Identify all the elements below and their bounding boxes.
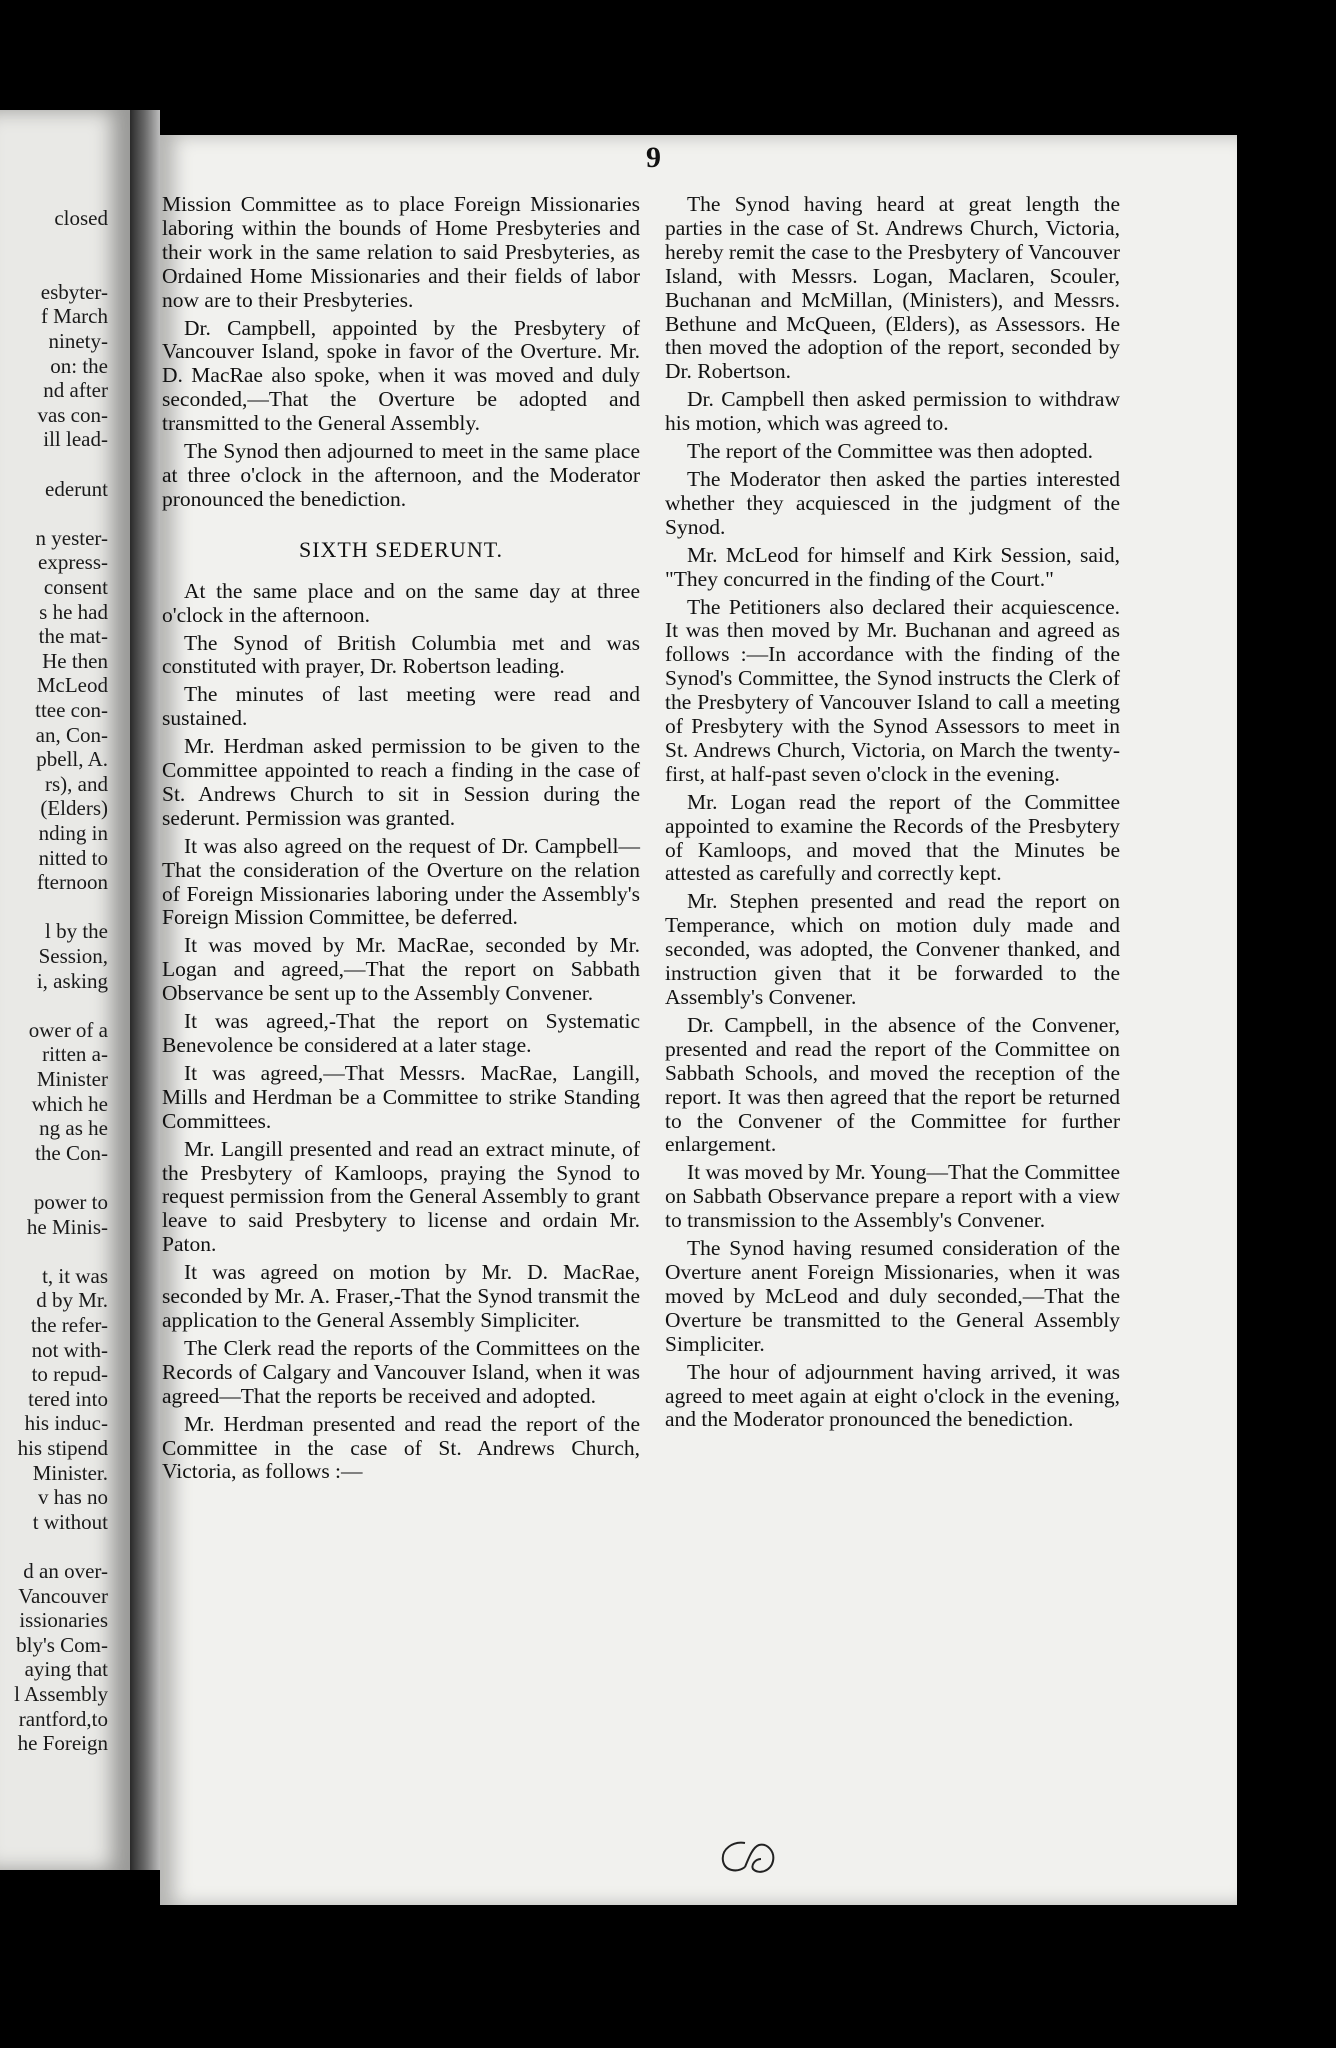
previous-page-line: He then: [42, 648, 108, 673]
previous-page-line: vas con-: [37, 402, 108, 427]
previous-page-line: rs), and: [45, 771, 108, 796]
previous-page-line: t without: [32, 1509, 108, 1534]
previous-page-line: Minister.: [32, 1460, 108, 1485]
paragraph: Mission Committee as to place Foreign Missionaries laboring within the bounds of Home Presbyteries and their work in the same relation to said Presbyteries, as Ordained Home Missionaries and their fields of labor now are to their Presbyteries.: [162, 192, 640, 312]
paragraph: Mr. Herdman asked permission to be given to the Committee appointed to reach a finding in the case of St. Andrews Church to sit in Session during the sederunt. Permission was granted.: [162, 734, 640, 830]
previous-page-line: (Elders): [40, 796, 108, 821]
previous-page-line: to repud-: [31, 1362, 108, 1387]
paragraph: The Synod having resumed consideration of the Overture anent Foreign Missionaries, when it was moved by McLeod and duly seconded,—That the Overture be transmitted to the General Assembly Simpliciter.: [665, 1236, 1120, 1356]
previous-page-line: the refer-: [30, 1313, 108, 1337]
previous-page-line: d an over-: [23, 1559, 108, 1583]
previous-page-line: s he had: [39, 599, 108, 624]
paragraph: It was moved by Mr. MacRae, seconded by Mr. Logan and agreed,—That the report on Sabbath Observance be sent up to the Assembly Convener.: [162, 933, 640, 1006]
previous-page-line: i, asking: [36, 968, 108, 993]
previous-page-line: ower of a: [28, 1017, 108, 1042]
previous-page-line: power to: [33, 1190, 108, 1214]
paragraph: It was also agreed on the request of Dr. Campbell—That the consideration of the Overture on the relation of Foreign Missionaries laboring under the Assembly's Foreign Mission Committee, be deferred.: [162, 833, 640, 930]
previous-page-line: aying that: [24, 1657, 108, 1682]
previous-page-line: express-: [38, 550, 108, 575]
right-column: [665, 193, 1120, 1436]
paragraph: It was agreed,—That Messrs. MacRae, Langill, Mills and Herdman be a Committee to strike Standing Committees.: [162, 1060, 640, 1133]
previous-page-edge: [0, 110, 130, 1870]
previous-page-line: the Con-: [35, 1140, 108, 1165]
previous-page-line: not with-: [31, 1337, 108, 1362]
left-column: [160, 193, 640, 1488]
previous-page-line: v has no: [38, 1485, 108, 1510]
previous-page-line: Vancouver: [18, 1583, 108, 1608]
previous-page-line: Session,: [38, 944, 108, 968]
previous-page-line: fternoon: [36, 870, 108, 895]
paragraph: Mr. Stephen presented and read the report on Temperance, which on motion duly made and seconded, was adopted, the Convener thanked, and instruction given that it be forwarded to the Assembly's Convener.: [665, 889, 1120, 1009]
paragraph: Mr. Herdman presented and read the report of the Committee in the case of St. Andrews Church, Victoria, as follows :—: [162, 1411, 640, 1484]
paragraph: It was moved by Mr. Young—That the Committee on Sabbath Observance prepare a report with a view to transmission to the Assembly's Convener.: [665, 1160, 1120, 1233]
previous-page-line: McLeod: [36, 673, 108, 698]
previous-page-line: consent: [43, 575, 108, 599]
previous-page-line: his stipend: [17, 1436, 108, 1460]
previous-page-line: his induc-: [24, 1411, 108, 1436]
paragraph: Dr. Campbell then asked permission to withdraw his motion, which was agreed to.: [665, 387, 1120, 436]
previous-page-line: he Foreign: [17, 1731, 108, 1756]
book-gutter: [130, 110, 160, 1870]
previous-page-line: d by Mr.: [36, 1288, 108, 1313]
paragraph: The Synod of British Columbia met and was constituted with prayer, Dr. Robertson leading.: [162, 630, 640, 679]
previous-page-line: t, it was: [42, 1263, 108, 1288]
page: [160, 135, 1237, 1905]
paragraph: The Petitioners also declared their acquiescence. It was then moved by Mr. Buchanan and agreed as follows :—In accordance with the finding of the Synod's Committee, the Synod instructs the Clerk of the Presbytery of Vancouver Island to call a meeting of Presbytery with the Synod Assessors to meet in St. Andrews Church, Victoria, on March the twenty-first, at half-past seven o'clock in the evening.: [665, 594, 1120, 786]
previous-page-line: ng as he: [39, 1116, 108, 1141]
previous-page-line: pbell, A.: [36, 747, 108, 772]
previous-page-line: on: the: [50, 353, 108, 378]
handwritten-mark: [715, 1835, 785, 1879]
paragraph: It was agreed on motion by Mr. D. MacRae, seconded by Mr. A. Fraser,-That the Synod transmit the application to the General Assembly Simpliciter.: [162, 1260, 640, 1332]
previous-page-line: esbyter-: [40, 279, 108, 304]
paragraph: The minutes of last meeting were read and sustained.: [162, 682, 640, 731]
previous-page-line: l by the: [45, 919, 108, 944]
previous-page-line: rantford,to: [18, 1706, 108, 1731]
previous-page-line: which he: [31, 1091, 108, 1116]
previous-page-line: ederunt: [45, 476, 108, 501]
paragraph: At the same place and on the same day at three o'clock in the afternoon.: [162, 578, 640, 627]
previous-page-line: f March: [40, 304, 108, 329]
paragraph: The Synod having heard at great length the parties in the case of St. Andrews Church, Victoria, hereby remit the case to the Presbytery of Vancouver Island, with Messrs. Logan, Maclaren, Scouler, Buchanan and McMillan, (Ministers), and Messrs. Bethune and McQueen, (Elders), as Assessors. He then moved the adoption of the report, seconded by Dr. Robertson.: [665, 192, 1120, 384]
previous-page-line: bly's Com-: [16, 1632, 108, 1657]
previous-page-line: ritten a-: [42, 1042, 108, 1067]
paragraph: Mr. Langill presented and read an extract minute, of the Presbytery of Kamloops, praying the Synod to request permission from the General Assembly to grant leave to said Presbytery to license and ordain Mr. Paton.: [162, 1136, 640, 1257]
previous-page-line: the mat-: [38, 624, 108, 649]
previous-page-line: nitted to: [38, 845, 108, 870]
paragraph: Mr. McLeod for himself and Kirk Session, said, "They concurred in the finding of the Court.": [665, 542, 1120, 591]
paragraph: The Clerk read the reports of the Committees on the Records of Calgary and Vancouver Island, when it was agreed—That the reports be received and adopted.: [162, 1335, 640, 1408]
previous-page-line: n yester-: [35, 525, 108, 550]
paragraph: The hour of adjournment having arrived, it was agreed to meet again at eight o'clock in the evening, and the Moderator pronounced the benediction.: [665, 1359, 1120, 1432]
paragraph: The report of the Committee was then adopted.: [687, 439, 1093, 464]
previous-page-line: l Assembly: [14, 1682, 108, 1706]
paragraph: Dr. Campbell, in the absence of the Convener, presented and read the report of the Committee on Sabbath Schools, and moved the reception of the report. It was then agreed that the report be returned to the Convener of the Committee for further enlargement.: [665, 1012, 1120, 1157]
previous-page-line: closed: [54, 206, 108, 230]
previous-page-line: Minister: [36, 1067, 108, 1091]
paragraph: The Synod then adjourned to meet in the same place at three o'clock in the afternoon, and the Moderator pronounced the benediction.: [162, 439, 640, 511]
previous-page-line: ttee con-: [35, 698, 108, 722]
previous-page-line: ill lead-: [43, 427, 108, 452]
previous-page-line: tered into: [28, 1386, 108, 1411]
previous-page-line: issionaries: [19, 1608, 108, 1633]
paragraph: Dr. Campbell, appointed by the Presbytery of Vancouver Island, spoke in favor of the Overture. Mr. D. MacRae also spoke, when it was moved and duly seconded,—That the Overture be adopted and transmitted to the General Assembly.: [162, 315, 640, 436]
previous-page-line: nding in: [38, 821, 108, 845]
paragraph: It was agreed,-That the report on Systematic Benevolence be considered at a later stage.: [162, 1009, 640, 1057]
paragraph: Mr. Logan read the report of the Committee appointed to examine the Records of the Presbytery of Kamloops, and moved that the Minutes be attested as carefully and correctly kept.: [665, 789, 1120, 886]
previous-page-line: an, Con-: [35, 722, 108, 747]
previous-page-line: nd after: [43, 378, 108, 403]
paragraph: The Moderator then asked the parties interested whether they acquiesced in the judgment of the Synod.: [665, 466, 1120, 539]
sederunt-heading: SIXTH SEDERUNT.: [298, 536, 504, 562]
page-number: 9: [646, 141, 661, 174]
previous-page-line: he Minis-: [26, 1214, 108, 1239]
previous-page-line: ninety-: [48, 329, 108, 353]
